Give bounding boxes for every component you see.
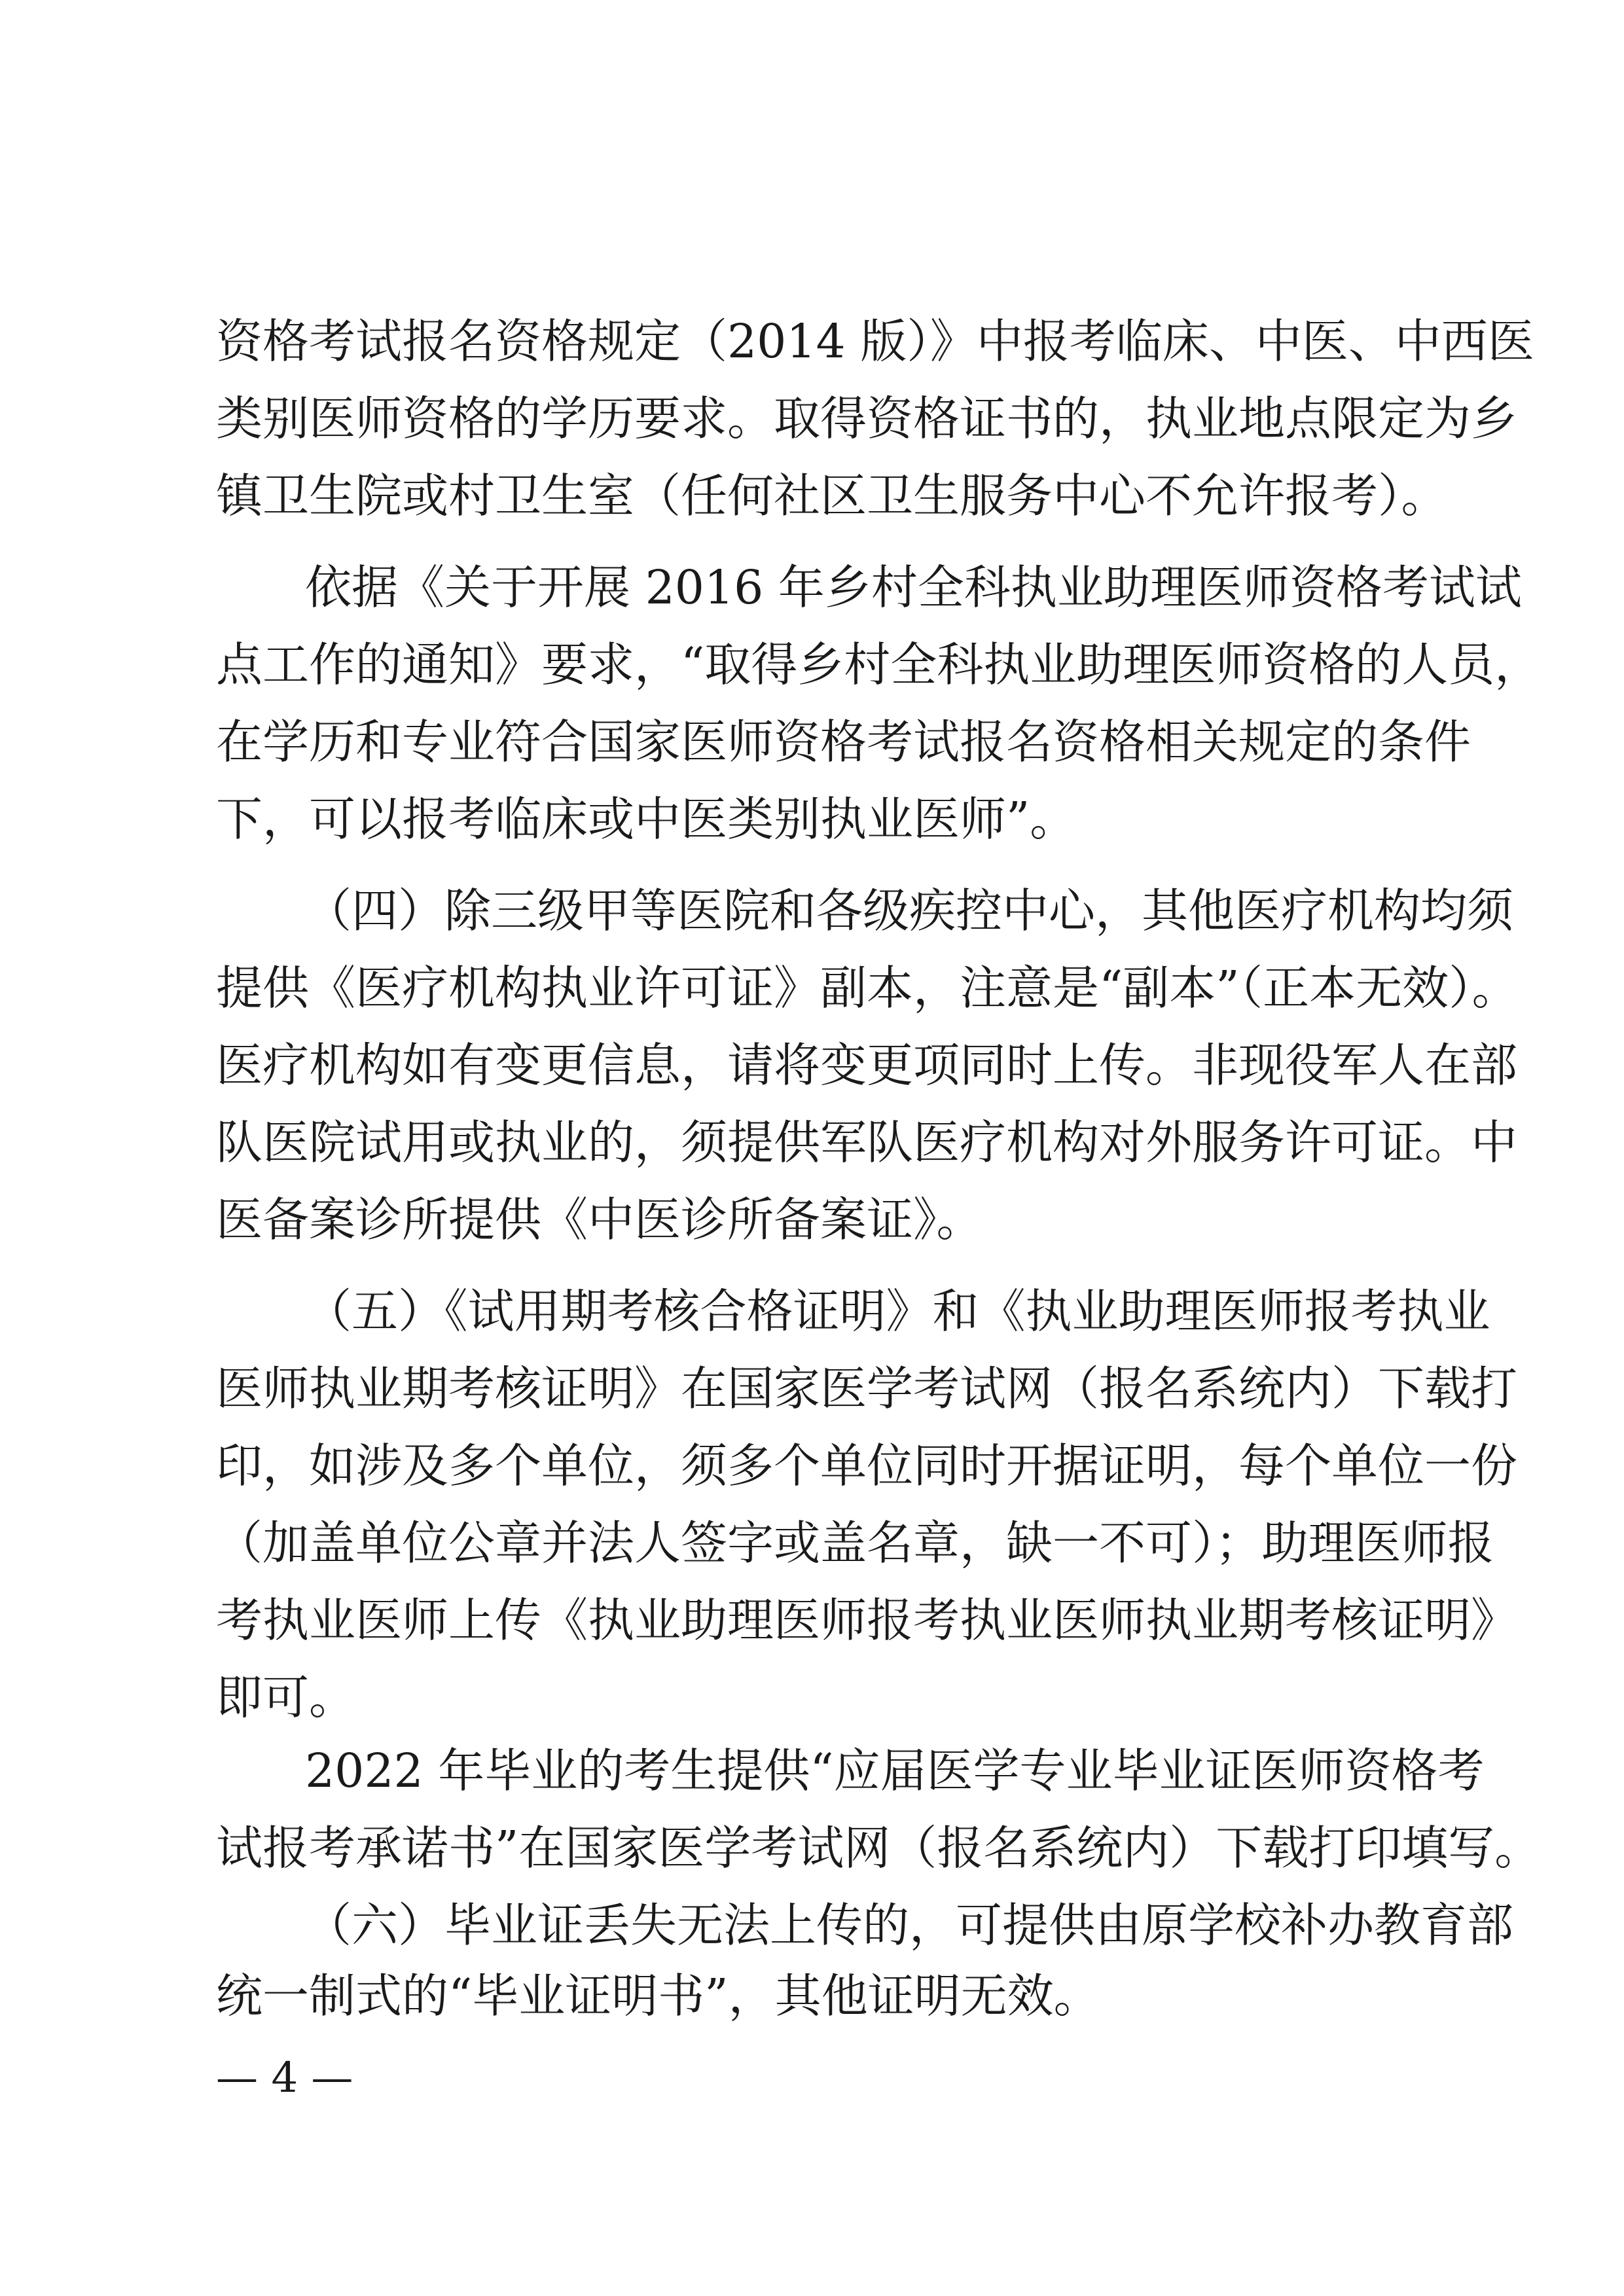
- paragraph-2-line-2: 点工作的通知》要求，“取得乡村全科执业助理医师资格的人员，: [216, 637, 1542, 692]
- paragraph-2-line-3: 在学历和专业符合国家医师资格考试报名资格相关规定的条件: [216, 715, 1471, 769]
- paragraph-3-line-1: （四）除三级甲等医院和各级疾控中心，其他医疗机构均须: [305, 884, 1514, 938]
- paragraph-3-line-2: 提供《医疗机构执业许可证》副本，注意是“副本”（正本无效）。: [216, 961, 1519, 1015]
- paragraph-4-line-6: 即可。: [216, 1670, 356, 1725]
- paragraph-6-line-2: 统一制式的“毕业证明书”，其他证明无效。: [216, 1969, 1100, 2023]
- paragraph-3-line-3: 医疗机构如有变更信息，请将变更项同时上传。非现役军人在部: [216, 1038, 1518, 1092]
- paragraph-4-line-5: 考执业医师上传《执业助理医师报考执业医师执业期考核证明》: [216, 1593, 1518, 1647]
- paragraph-4-line-3: 印，如涉及多个单位，须多个单位同时开据证明，每个单位一份: [216, 1439, 1518, 1493]
- paragraph-5-line-1: 2022 年毕业的考生提供“应届医学专业毕业证医师资格考: [305, 1744, 1485, 1798]
- paragraph-3-line-5: 医备案诊所提供《中医诊所备案证》。: [216, 1193, 983, 1247]
- paragraph-1-line-3: 镇卫生院或村卫生室（任何社区卫生服务中心不允许报考）。: [216, 469, 1448, 523]
- paragraph-1-line-1: 资格考试报名资格规定（2014 版）》中报考临床、中医、中西医: [216, 314, 1534, 368]
- paragraph-4-line-4: （加盖单位公章并法人签字或盖名章，缺一不可）；助理医师报: [216, 1516, 1494, 1570]
- paragraph-4-line-1: （五）《试用期考核合格证明》和《执业助理医师报考执业: [305, 1284, 1490, 1338]
- paragraph-6-line-1: （六）毕业证丢失无法上传的，可提供由原学校补办教育部: [305, 1898, 1514, 1952]
- paragraph-5-line-2: 试报考承诺书”在国家医学考试网（报名系统内）下载打印填写。: [216, 1821, 1542, 1875]
- page-number: — 4 —: [216, 2054, 353, 2102]
- paragraph-2-line-1: 依据《关于开展 2016 年乡村全科执业助理医师资格考试试: [305, 560, 1522, 615]
- paragraph-4-line-2: 医师执业期考核证明》在国家医学考试网（报名系统内）下载打: [216, 1361, 1518, 1416]
- paragraph-3-line-4: 队医院试用或执业的，须提供军队医疗机构对外服务许可证。中: [216, 1115, 1518, 1170]
- paragraph-1-line-2: 类别医师资格的学历要求。取得资格证书的，执业地点限定为乡: [216, 391, 1518, 446]
- paragraph-2-line-4: 下，可以报考临床或中医类别执业医师”。: [216, 792, 1077, 846]
